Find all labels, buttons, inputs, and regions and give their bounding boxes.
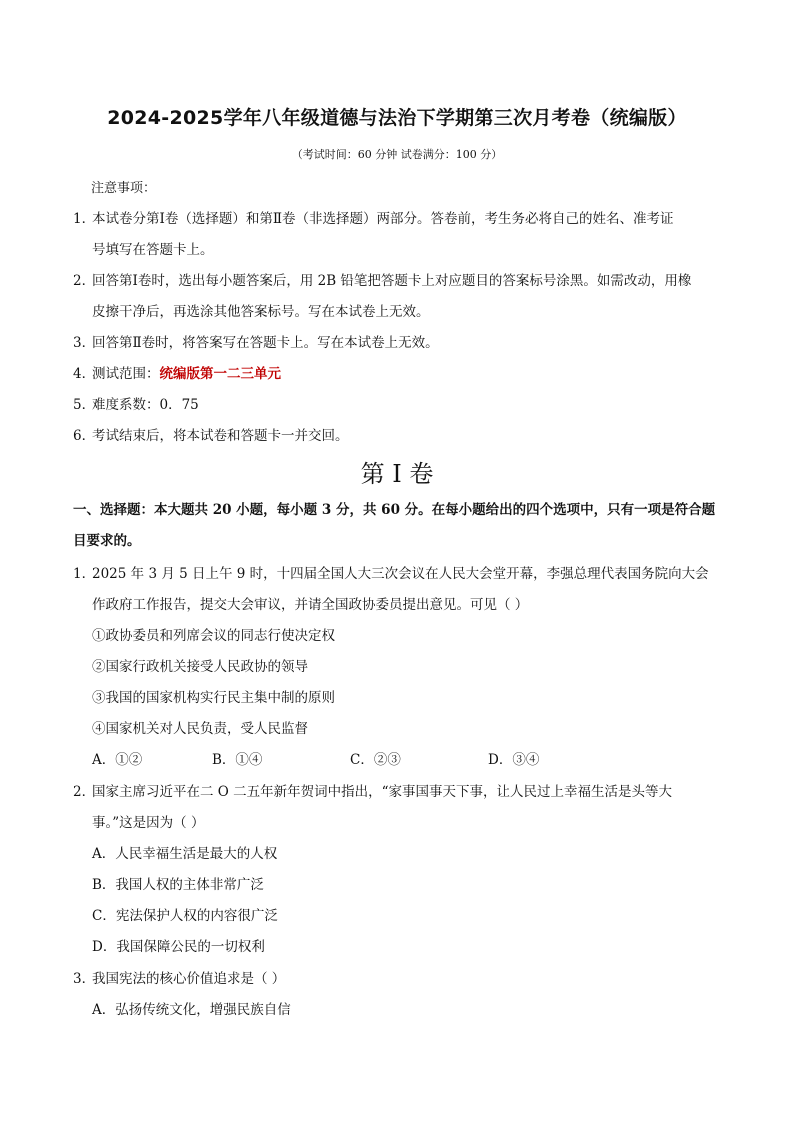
answer-option[interactable]: A．①②: [92, 752, 143, 768]
answer-option[interactable]: C．②③: [350, 752, 401, 768]
question-number: 3．: [73, 971, 96, 987]
answer-option[interactable]: B．①④: [212, 752, 263, 768]
answer-option[interactable]: D．③④: [488, 752, 540, 768]
notice-text: 回答第Ⅰ卷时，选出每小题答案后，用 2B 铅笔把答题卡上对应题目的答案标号涂黑。如需改动，用橡: [92, 273, 692, 289]
scope-value: 统编版第一二三单元: [159, 366, 281, 382]
notice-text: 号填写在答题卡上。: [92, 242, 214, 258]
exam-info: （考试时间：60 分钟 试卷满分：100 分）: [291, 148, 503, 161]
notice-number: 5．: [73, 397, 96, 413]
page-title: 2024-2025学年八年级道德与法治下学期第三次月考卷（统编版）: [107, 107, 687, 129]
notice-number: 4．: [73, 366, 96, 382]
answer-option[interactable]: A．弘扬传统文化，增强民族自信: [92, 1002, 291, 1018]
question-stem: 事。”这是因为（ ）: [92, 815, 205, 831]
answer-option[interactable]: D．我国保障公民的一切权利: [92, 939, 265, 955]
notice-number: 3．: [73, 335, 96, 351]
notice-heading: 注意事项：: [91, 181, 157, 196]
notice-text: 回答第Ⅱ卷时，将答案写在答题卡上。写在本试卷上无效。: [92, 335, 439, 351]
notice-number: 1．: [73, 211, 96, 227]
question-stem: 2025 年 3 月 5 日上午 9 时，十四届全国人大三次会议在人民大会堂开幕，李强总理代表国务院向大会: [92, 566, 709, 582]
statement: ③我国的国家机构实行民主集中制的原则: [92, 690, 335, 706]
statement: ②国家行政机关接受人民政协的领导: [92, 659, 308, 675]
answer-option[interactable]: C．宪法保护人权的内容很广泛: [92, 908, 278, 924]
statement: ①政协委员和列席会议的同志行使决定权: [92, 628, 335, 644]
notice-text: 难度系数：0．75: [92, 397, 199, 413]
answer-option[interactable]: A．人民幸福生活是最大的人权: [92, 846, 278, 862]
question-number: 1．: [73, 566, 96, 582]
scope-label: 测试范围：: [92, 366, 160, 382]
answer-option[interactable]: B．我国人权的主体非常广泛: [92, 877, 264, 893]
section-title: 第 I 卷: [360, 460, 434, 488]
notice-number: 2．: [73, 273, 96, 289]
notice-text: 皮擦干净后，再选涂其他答案标号。写在本试卷上无效。: [92, 304, 430, 320]
notice-text: [92, 362, 281, 382]
question-stem: 我国宪法的核心价值追求是（ ）: [92, 971, 286, 987]
notice-text: 本试卷分第Ⅰ卷（选择题）和第Ⅱ卷（非选择题）两部分。答卷前，考生务必将自己的姓名、准考证: [92, 211, 674, 227]
statement: ④国家机关对人民负责，受人民监督: [92, 721, 308, 737]
notice-number: 6．: [73, 428, 96, 444]
question-number: 2．: [73, 784, 96, 800]
section-instruction: 一、选择题：本大题共 20 小题，每小题 3 分，共 60 分。在每小题给出的四个选项中，只有一项是符合题: [73, 502, 716, 518]
section-instruction: 目要求的。: [73, 533, 141, 549]
question-stem: 作政府工作报告，提交大会审议，并请全国政协委员提出意见。可见（ ）: [92, 597, 529, 613]
question-stem: 国家主席习近平在二 O 二五年新年贺词中指出，“家事国事天下事，让人民过上幸福生活是头等大: [92, 784, 673, 800]
notice-text: 考试结束后，将本试卷和答题卡一并交回。: [92, 428, 349, 444]
